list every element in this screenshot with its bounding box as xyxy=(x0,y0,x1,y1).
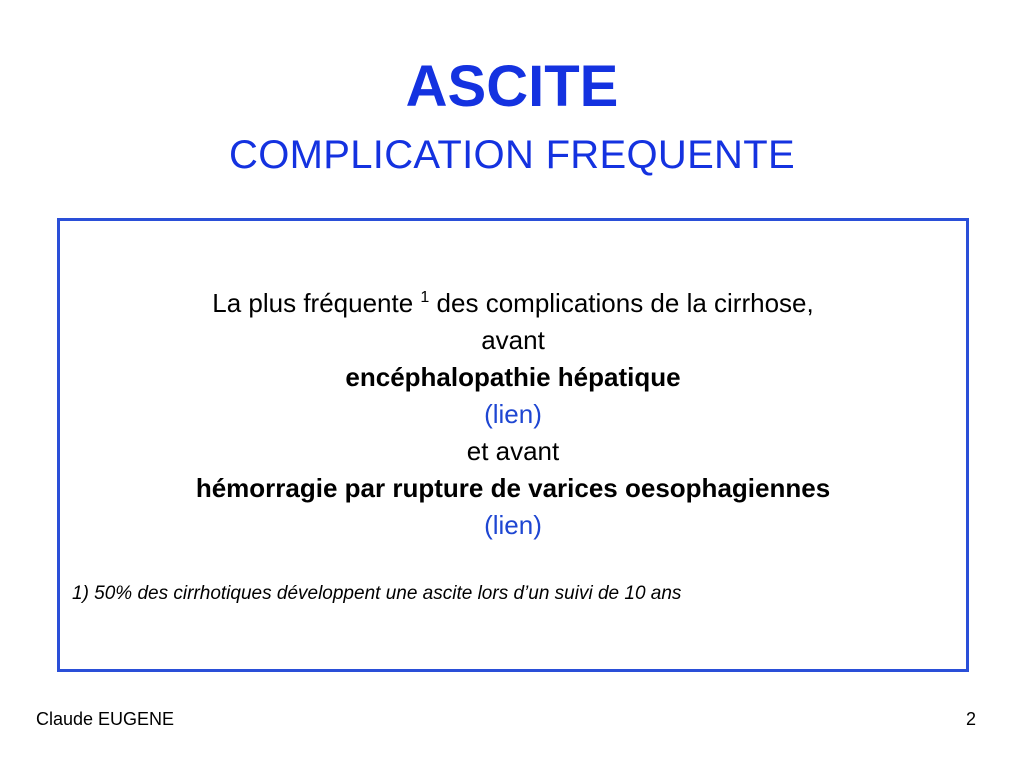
footnote-reference: 1 xyxy=(420,289,430,306)
hemorrhage-line: hémorragie par rupture de varices oesophagiennes xyxy=(195,473,831,503)
content-text xyxy=(60,285,966,544)
intro-suffix: des complications de la cirrhose, xyxy=(429,288,814,318)
hemorrhage-link[interactable]: (lien) xyxy=(484,510,542,540)
page-number: 2 xyxy=(965,709,976,729)
content-box xyxy=(57,218,969,672)
slide-subtitle: COMPLICATION FREQUENTE xyxy=(229,133,795,177)
et-avant-line: et avant xyxy=(466,436,560,466)
intro-prefix: La plus fréquente xyxy=(212,288,421,318)
footnote: 1) 50% des cirrhotiques développent une ascite lors d’un suivi de 10 ans xyxy=(72,583,682,604)
intro-line xyxy=(60,285,966,322)
footer-author: Claude EUGENE xyxy=(36,709,175,729)
encephalopathy-line: encéphalopathie hépatique xyxy=(345,362,681,392)
encephalopathy-link[interactable]: (lien) xyxy=(484,399,542,429)
avant-line: avant xyxy=(481,325,545,355)
slide-title: ASCITE xyxy=(405,54,619,119)
